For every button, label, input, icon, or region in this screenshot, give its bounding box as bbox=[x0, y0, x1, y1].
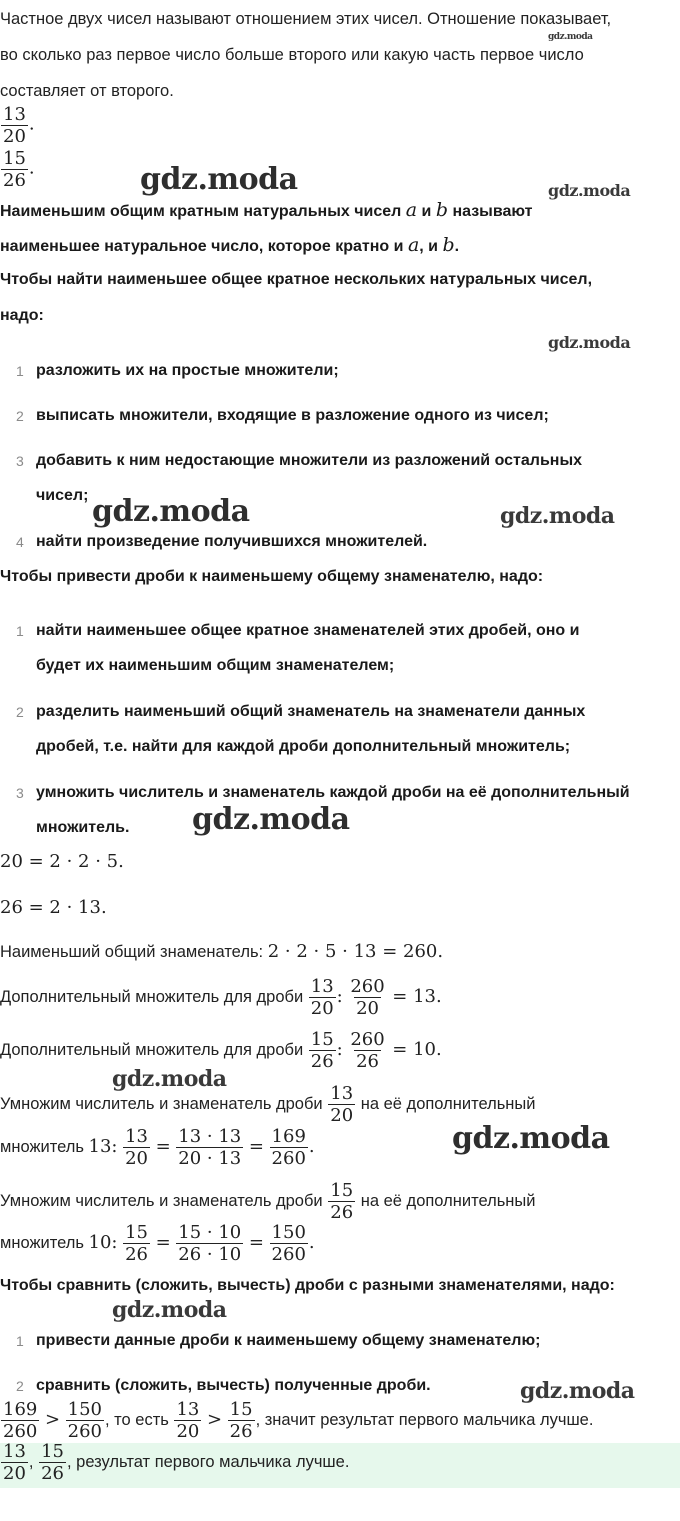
watermark-logo: gdz.moda bbox=[92, 494, 250, 529]
multiply-15-26-line-2: множитель 10: $\frac{15}{26}$ = $\frac{15 \cdot 10}{26 \cdot 10}$ = $\frac{150}{260}$ . bbox=[0, 1222, 315, 1265]
list-number: 2 bbox=[16, 408, 24, 424]
list-item: добавить к ним недостающие множители из разложений остальных bbox=[36, 452, 583, 469]
list-number: 2 bbox=[16, 1378, 24, 1394]
lcm-how-line-2: надо: bbox=[0, 307, 44, 324]
multiply-13-20-line-1: Умножим числитель и знаменатель дроби $\frac{13}{20}$ на её дополнительный bbox=[0, 1083, 536, 1126]
watermark-logo: gdz.moda bbox=[112, 1066, 227, 1092]
factorization-20: 20 = 2 · 2 · 5. bbox=[0, 851, 124, 872]
fraction-15-26: $\frac{15}{26}$ . bbox=[0, 148, 35, 186]
list-item: разложить их на простые множители; bbox=[36, 362, 339, 379]
extra-multiplier-13-20: Дополнительный множитель для дроби $\frac{13}{20}$ : $\frac{260}{20}$ = 13. bbox=[0, 976, 442, 1019]
watermark-logo: gdz.moda bbox=[548, 181, 631, 200]
list-item-continuation: дробей, т.е. найти для каждой дроби дополнительный множитель; bbox=[36, 738, 571, 755]
list-number: 3 bbox=[16, 453, 24, 469]
list-number: 1 bbox=[16, 1333, 24, 1349]
list-number: 4 bbox=[16, 534, 24, 550]
lcm-how-line-1: Чтобы найти наименьшее общее кратное нескольких натуральных чисел, bbox=[0, 271, 593, 288]
watermark-logo: gdz.moda bbox=[548, 32, 593, 42]
comparison-line: $\frac{169}{260}$ > $\frac{150}{260}$ , то есть $\frac{13}{20}$ > $\frac{15}{26}$ , значит результат первого мальчика лучше. bbox=[3, 1399, 594, 1442]
list-number: 2 bbox=[16, 704, 24, 720]
lcm-definition-line-1: Наименьшим общим кратным натуральных чисел a и b называют bbox=[0, 199, 533, 221]
common-denominator-title: Чтобы привести дроби к наименьшему общему знаменателю, надо: bbox=[0, 568, 544, 585]
fraction-13-20: $\frac{13}{20}$ . bbox=[0, 104, 35, 142]
list-item-continuation: чисел; bbox=[36, 487, 89, 504]
list-number: 3 bbox=[16, 785, 24, 801]
list-item: разделить наименьший общий знаменатель на знаменатели данных bbox=[36, 703, 586, 720]
list-item-continuation: множитель. bbox=[36, 819, 130, 836]
answer-line: $\frac{13}{20}$ , $\frac{15}{26}$ , результат первого мальчика лучше. bbox=[3, 1441, 350, 1484]
list-item: выписать множители, входящие в разложение одного из чисел; bbox=[36, 407, 549, 424]
list-item: сравнить (сложить, вычесть) полученные дроби. bbox=[36, 1377, 431, 1394]
list-item: привести данные дроби к наименьшему общему знаменателю; bbox=[36, 1332, 541, 1349]
watermark-logo: gdz.moda bbox=[452, 1121, 610, 1156]
compare-title: Чтобы сравнить (сложить, вычесть) дроби с разными знаменателями, надо: bbox=[0, 1277, 615, 1294]
extra-multiplier-15-26: Дополнительный множитель для дроби $\frac{15}{26}$ : $\frac{260}{26}$ = 10. bbox=[0, 1029, 442, 1072]
watermark-logo: gdz.moda bbox=[520, 1378, 635, 1404]
watermark-logo: gdz.moda bbox=[192, 802, 350, 837]
watermark-logo: gdz.moda bbox=[140, 162, 298, 197]
multiply-15-26-line-1: Умножим числитель и знаменатель дроби $\frac{15}{26}$ на её дополнительный bbox=[0, 1180, 536, 1223]
intro-line-3: составляет от второго. bbox=[0, 82, 174, 100]
list-item: найти произведение получившихся множителей. bbox=[36, 533, 428, 550]
factorization-26: 26 = 2 · 13. bbox=[0, 897, 107, 918]
lcd-line: Наименьший общий знаменатель: 2 · 2 · 5 · 13 = 260. bbox=[0, 941, 444, 962]
lcm-definition-line-2: наименьшее натуральное число, которое кратно и a, и b. bbox=[0, 234, 460, 256]
intro-line-1: Частное двух чисел называют отношением этих чисел. Отношение показывает, bbox=[0, 10, 612, 28]
intro-line-2: во сколько раз первое число больше второго или какую часть первое число bbox=[0, 46, 584, 64]
list-item: найти наименьшее общее кратное знаменателей этих дробей, оно и bbox=[36, 622, 580, 639]
watermark-logo: gdz.moda bbox=[548, 333, 631, 352]
watermark-logo: gdz.moda bbox=[500, 503, 615, 529]
list-number: 1 bbox=[16, 363, 24, 379]
watermark-logo: gdz.moda bbox=[112, 1297, 227, 1323]
multiply-13-20-line-2: множитель 13: $\frac{13}{20}$ = $\frac{13 \cdot 13}{20 \cdot 13}$ = $\frac{169}{260}$ . bbox=[0, 1126, 315, 1169]
list-item-continuation: будет их наименьшим общим знаменателем; bbox=[36, 657, 395, 674]
list-item: умножить числитель и знаменатель каждой дроби на её дополнительный bbox=[36, 784, 630, 801]
list-number: 1 bbox=[16, 623, 24, 639]
